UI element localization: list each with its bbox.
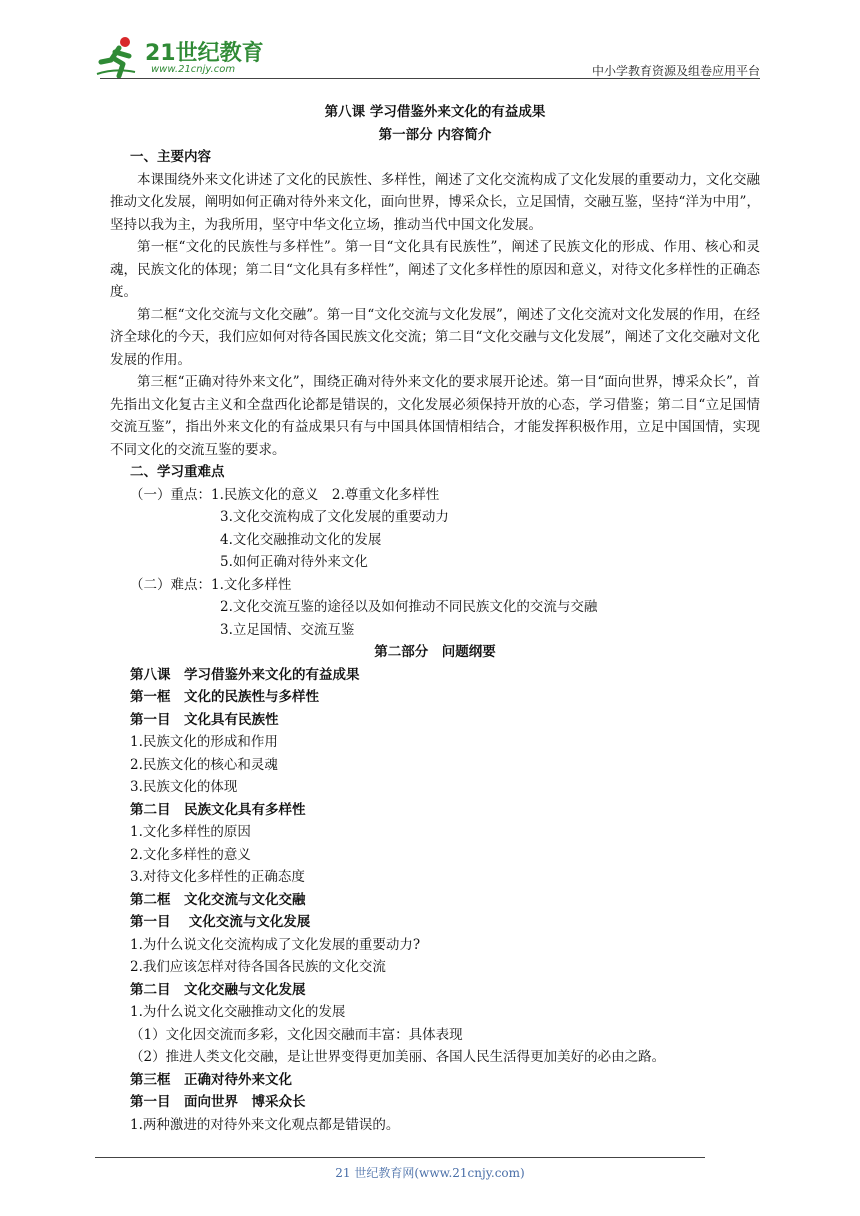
key-point: （一）重点：1.民族文化的意义 2.尊重文化多样性 [130,486,440,503]
outline-item: 3.民族文化的体现 [130,779,238,795]
outline-item: 1.为什么说文化交融推动文化的发展 [130,1004,346,1020]
paragraph: 本课围绕外来文化讲述了文化的民族性、多样性，阐述了文化交流构成了文化发展的重要动力，文化交融推动文化发展，阐明如何正确对待外来文化，面向世界，博采众长，立足国情，交融互鉴，坚持“洋为中用”，坚持以我为主，为我所用，坚守中华文化立场，推动当代中国文化发展。 [110,171,760,233]
outline-item: 2.文化多样性的意义 [130,846,251,863]
section-heading: 二、学习重难点 [130,464,225,480]
paragraph: 第二框“文化交流与文化交融”。第一目“文化交流与文化发展”，阐述了文化交流对文化发展的作用，在经济全球化的今天，我们应如何对待各国民族文化交流；第二目“文化交融与文化发展”，阐述了文化交融对文化发展的作用。 [110,306,760,368]
logo-text: 21世纪教育 [145,41,264,66]
site-logo [95,34,265,78]
paragraph: 第三框“正确对待外来文化”，围绕正确对待外来文化的要求展开论述。第一目“面向世界，博采众长”，首先指出文化复古主义和全盘西化论都是错误的，文化发展必须保持开放的心态，学习借鉴；第二目“立足国情 交流互鉴”，指出外来文化的有益成果只有与中国具体国情相结合，才能发挥积极作用，立足中国国情，实现不同文化的交流互鉴的要求。 [110,374,760,458]
outline-heading: 第一目 文化交流与文化发展 [130,914,311,930]
outline-item: 1.民族文化的形成和作用 [130,734,278,750]
platform-name: 中小学教育资源及组卷应用平台 [591,64,760,78]
difficult-point: 2.文化交流互鉴的途径以及如何推动不同民族文化的交流与交融 [220,599,598,615]
part-one-title: 第一部分 内容简介 [378,126,492,143]
outline-heading: 第八课 学习借鉴外来文化的有益成果 [130,666,360,683]
outline-item: 1.文化多样性的原因 [130,824,251,840]
key-point: 4.文化交融推动文化的发展 [220,531,382,548]
outline-item: 1.为什么说文化交流构成了文化发展的重要动力? [130,936,421,953]
outline-item: 1.两种激进的对待外来文化观点都是错误的。 [130,1116,400,1133]
outline-item: 2.我们应该怎样对待各国各民族的文化交流 [130,959,386,975]
outline-heading: 第二目 文化交融与文化发展 [130,981,306,998]
outline-heading: 第二目 民族文化具有多样性 [130,801,306,818]
outline-heading: 第二框 文化交流与文化交融 [130,891,306,908]
logo-url: www.21cnjy.com [151,64,236,75]
page-footer: 21 世纪教育网(www.21cnjy.com) [335,1166,525,1180]
difficult-point: （二）难点：1.文化多样性 [130,576,292,593]
key-point: 5.如何正确对待外来文化 [220,554,368,570]
outline-item: 2.民族文化的核心和灵魂 [130,756,278,773]
outline-item: （1）文化因交流而多彩，文化因交融而丰富：具体表现 [130,1026,463,1043]
outline-item: 3.对待文化多样性的正确态度 [130,869,305,885]
page-header [95,30,760,80]
runner-icon [95,34,141,78]
outline-heading: 第一框 文化的民族性与多样性 [130,689,319,705]
section-heading: 一、主要内容 [130,149,211,165]
outline-heading: 第一目 文化具有民族性 [130,711,279,728]
lesson-title: 第八课 学习借鉴外来文化的有益成果 [324,104,546,120]
header-divider [100,78,760,79]
paragraph: 第一框“文化的民族性与多样性”。第一目“文化具有民族性”，阐述了民族文化的形成、作用、核心和灵魂，民族文化的体现；第二目“文化具有多样性”，阐述了文化多样性的原因和意义，对待文化多样性的正确态度。 [110,239,760,300]
outline-heading: 第三框 正确对待外来文化 [130,1071,292,1088]
part-two-title: 第二部分 问题纲要 [374,644,496,660]
document-body [110,101,760,1136]
outline-list [110,664,760,1137]
outline-item: （2）推进人类文化交融，是让世界变得更加美丽、各国人民生活得更加美好的必由之路。 [130,1049,666,1065]
footer-divider [95,1157,705,1158]
difficult-point: 3.立足国情、交流互鉴 [220,621,355,638]
key-point: 3.文化交流构成了文化发展的重要动力 [220,509,449,525]
outline-heading: 第一目 面向世界 博采众长 [130,1094,306,1110]
